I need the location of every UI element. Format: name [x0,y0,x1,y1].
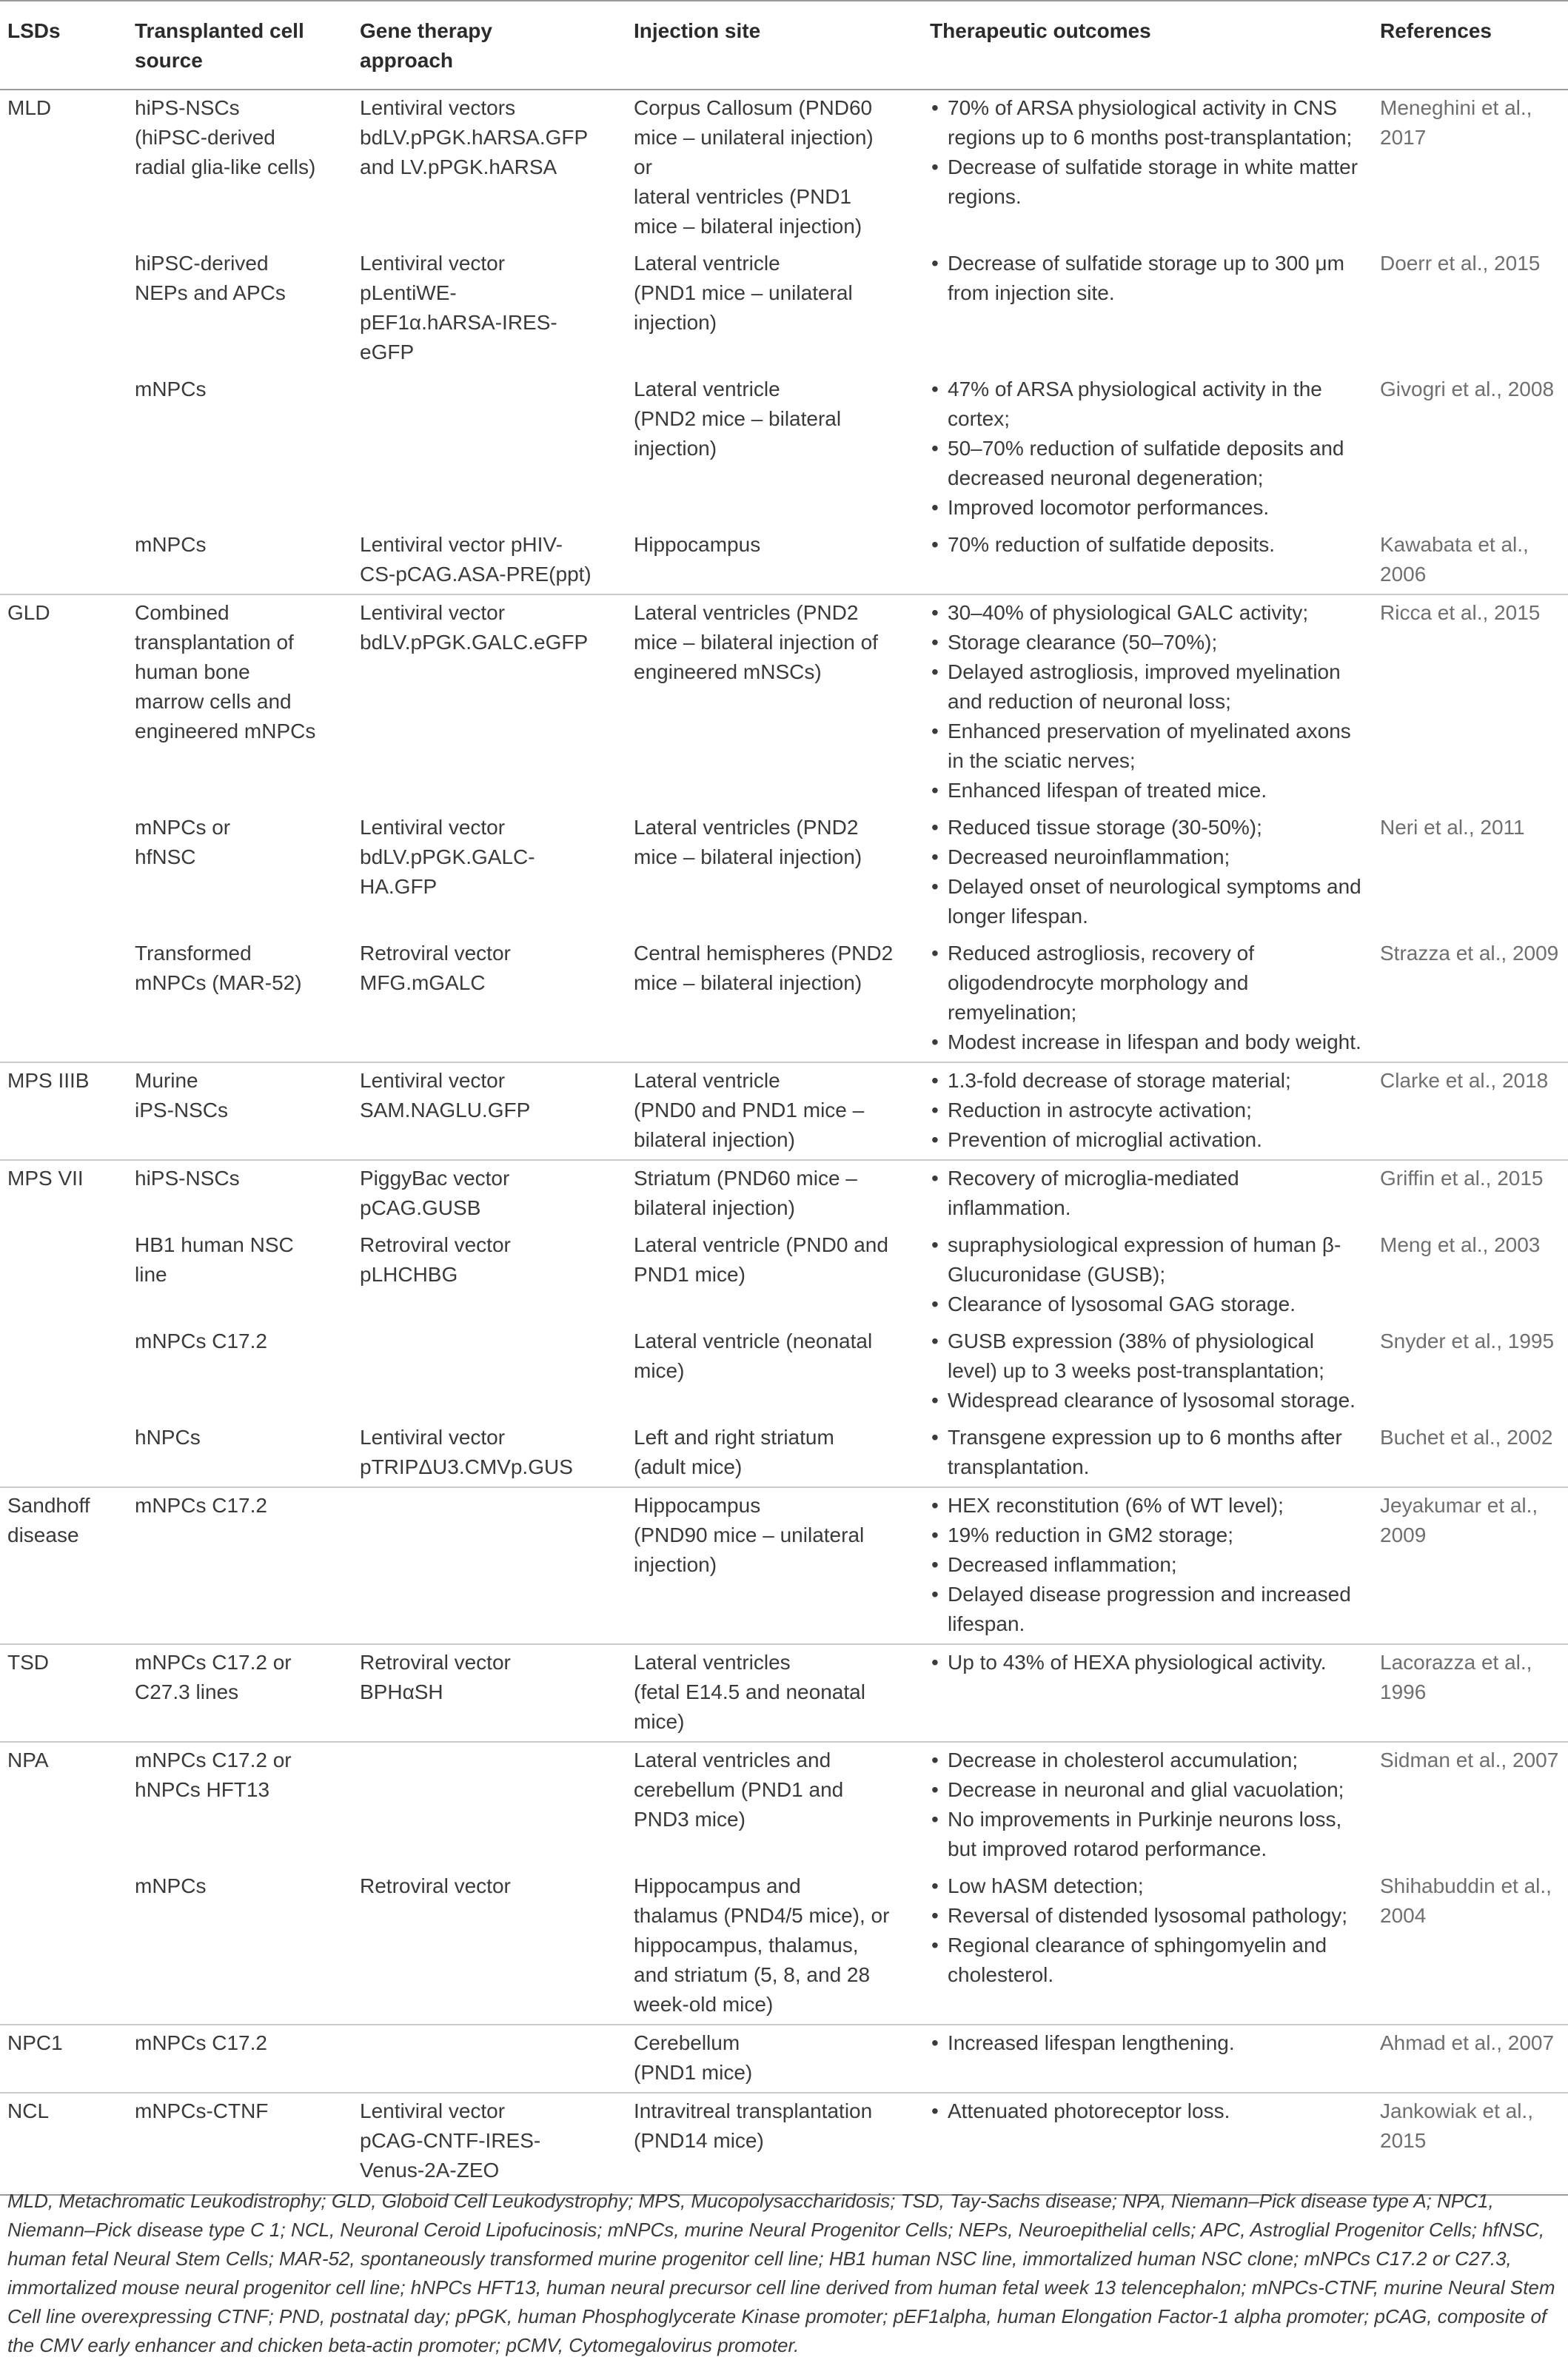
cell-injection-site: Cerebellum (PND1 mice) [626,2025,922,2093]
cell-source: mNPCs C17.2 or C27.3 lines [127,1644,352,1742]
cell-injection-site: Hippocampus (PND90 mice – unilateral injection) [626,1487,922,1644]
cell-source: hiPS-NSCs [127,1160,352,1227]
cell-lsd: MLD [7,96,52,119]
outcome-item: • Reversal of distended lysosomal pathology; [930,1901,1367,1931]
cell-source: mNPCs [135,378,207,400]
cell-gene-therapy: Lentiviral vector SAM.NAGLU.GFP [352,1062,626,1160]
outcomes-list [930,598,1367,805]
outcome-item: • Low hASM detection; [930,1871,1367,1901]
header-injection-site: Injection site [626,1,922,90]
cell-source: mNPCs C17.2 [135,1330,267,1352]
cell-gene-therapy: Retroviral vector [360,1874,511,1897]
cell-injection-site: Lateral ventricles (fetal E14.5 and neonatal mice) [626,1644,922,1742]
cell-reference: Snyder et al., 1995 [1380,1330,1555,1352]
cell-gene-therapy [352,372,626,527]
cell-injection-site: Lateral ventricle (PND2 mice – bilateral injection) [634,378,842,460]
cell-outcomes [922,527,1373,594]
outcome-item: • Delayed disease progression and increased lifespan. [930,1580,1367,1639]
table-row [0,810,1568,936]
outcome-item: • Decrease in cholesterol accumulation; [930,1746,1367,1775]
cell-reference: Clarke et al., 2018 [1373,1062,1568,1160]
outcome-item: • Enhanced lifespan of treated mice. [930,776,1367,805]
outcome-item: • 50–70% reduction of sulfatide deposits and decreased neuronal degeneration; [930,434,1367,493]
cell-gene-therapy [352,2025,626,2093]
cell-reference: Lacorazza et al., 1996 [1373,1644,1568,1742]
outcome-item: • 70% reduction of sulfatide deposits. [930,530,1367,560]
cell-lsd [0,1420,127,1487]
cell-outcomes [922,246,1373,372]
table-row [0,246,1568,372]
cell-lsd: TSD [0,1644,127,1742]
cell-reference: Ahmad et al., 2007 [1373,2025,1568,2093]
outcomes-list [930,93,1367,212]
outcome-item: • Reduced astrogliosis, recovery of oligodendrocyte morphology and remyelination; [930,939,1367,1028]
outcomes-list [930,1491,1367,1639]
cell-injection-site: Striatum (PND60 mice – bilateral injection) [626,1160,922,1227]
cell-injection-site: Lateral ventricles and cerebellum (PND1 and PND3 mice) [626,1742,922,1868]
cell-injection-site: Corpus Callosum (PND60 mice – unilateral injection) or lateral ventricles (PND1 mice – bilateral injection) [634,96,874,238]
cell-injection-site: Lateral ventricles (PND2 mice – bilateral injection of engineered mNSCs) [626,594,922,810]
cell-injection-site: Lateral ventricles (PND2 mice – bilateral injection) [634,816,862,868]
outcome-item: • Decrease in neuronal and glial vacuolation; [930,1775,1367,1805]
cell-injection-site: Lateral ventricle (PND1 mice – unilateral injection) [634,252,853,334]
cell-lsd [0,1227,127,1324]
cell-reference: Jeyakumar et al., 2009 [1373,1487,1568,1644]
cell-outcomes [922,2093,1373,2195]
outcome-item: • Regional clearance of sphingomyelin and cholesterol. [930,1931,1367,1990]
cell-gene-therapy: Lentiviral vectors bdLV.pPGK.hARSA.GFP and LV.pPGK.hARSA [360,96,589,178]
outcomes-list [930,1327,1367,1415]
outcome-item: • Transgene expression up to 6 months after transplantation. [930,1423,1367,1482]
cell-source: mNPCs [135,1874,207,1897]
outcomes-list [930,2096,1367,2126]
outcome-item: • supraphysiological expression of human β-Glucuronidase (GUSB); [930,1230,1367,1290]
cell-reference: Strazza et al., 2009 [1380,942,1559,965]
outcome-item: • 47% of ARSA physiological activity in the cortex; [930,375,1367,434]
outcome-item: • No improvements in Purkinje neurons loss, but improved rotarod performance. [930,1805,1367,1864]
outcome-item: • Reduction in astrocyte activation; [930,1096,1367,1125]
outcome-item: • Modest increase in lifespan and body weight. [930,1028,1367,1057]
cell-lsd: GLD [0,594,127,810]
header-row [0,1,1568,90]
table-row [0,1742,1568,1868]
outcome-item: • Delayed astrogliosis, improved myelination and reduction of neuronal loss; [930,657,1367,717]
cell-gene-therapy: PiggyBac vector pCAG.GUSB [352,1160,626,1227]
cell-gene-therapy: Retroviral vector pLHCHBG [360,1233,511,1286]
cell-reference: Sidman et al., 2007 [1373,1742,1568,1868]
table-row [0,527,1568,594]
outcome-item: • Delayed onset of neurological symptoms and longer lifespan. [930,872,1367,931]
cell-source: mNPCs or hfNSC [135,816,231,868]
cell-outcomes [922,1227,1373,1324]
cell-lsd [0,810,127,936]
cell-reference: Jankowiak et al., 2015 [1373,2093,1568,2195]
cell-outcomes [922,594,1373,810]
cell-outcomes [922,372,1373,527]
outcomes-list [930,939,1367,1057]
cell-source: mNPCs-CTNF [127,2093,352,2195]
cell-outcomes [922,1160,1373,1227]
table-footnote: MLD, Metachromatic Leukodistrophy; GLD, Globoid Cell Leukodystrophy; MPS, Mucopolysaccharidosis; TSD, Tay-Sachs disease; NPA, Niemann–Pick disease type A; NPC1, Niemann–Pick disease type C 1; NCL, Neuronal Ceroid Lipofucinosis; mNPCs, murine Neural Progenitor Cells; NEPs, Neuroepithelial cells; APC, Astroglial Progenitor Cells; hfNSC, human fetal Neural Stem Cells; MAR-52, spontaneously transformed murine progenitor cell line; HB1 human NSC line, immortalized human NSC clone; mNPCs C17.2 or C27.3, immortalized mouse neural progenitor cell line; hNPCs HFT13, human neural precursor cell line derived from human fetal week 13 telencephalon; mNPCs-CTNF, murine Neural Stem Cell line overexpressing CTNF; PND, postnatal day; pPGK, human Phosphoglycerate Kinase promoter; pEF1alpha, human Elongation Factor-1 alpha promoter; pCAG, composite of the CMV early enhancer and chicken beta-actin promoter; pCMV, Cytomegalovirus promoter. [7,2190,1555,2356]
cell-lsd [0,1868,127,2025]
cell-outcomes [922,2025,1373,2093]
cell-source: mNPCs C17.2 or hNPCs HFT13 [127,1742,352,1868]
cell-injection-site: Lateral ventricle (PND0 and PND1 mice – bilateral injection) [626,1062,922,1160]
cell-source: mNPCs [135,533,207,556]
cell-lsd: NPC1 [0,2025,127,2093]
table-row [0,2093,1568,2195]
table-header [0,1,1568,90]
cell-outcomes [922,936,1373,1062]
outcomes-list [930,813,1367,931]
outcome-item: • Storage clearance (50–70%); [930,628,1367,657]
cell-source: hiPS-NSCs (hiPSC-derived radial glia-like cells) [135,96,316,178]
outcome-item: • Clearance of lysosomal GAG storage. [930,1290,1367,1319]
outcomes-list [930,1648,1367,1677]
cell-reference: Meng et al., 2003 [1380,1233,1541,1256]
table-row [0,1160,1568,1227]
cell-lsd: NPA [0,1742,127,1868]
outcome-item: • Widespread clearance of lysosomal storage. [930,1386,1367,1415]
outcome-item: • Reduced tissue storage (30-50%); [930,813,1367,842]
header-lsds: LSDs [0,1,127,90]
table-row [0,2025,1568,2093]
cell-source: Combined transplantation of human bone marrow cells and engineered mNPCs [127,594,352,810]
cell-injection-site: Central hemispheres (PND2 mice – bilateral injection) [634,942,894,994]
cell-outcomes [922,1487,1373,1644]
table-row [0,1062,1568,1160]
cell-injection-site: Hippocampus [634,533,761,556]
outcome-item: • Recovery of microglia-mediated inflammation. [930,1164,1367,1223]
outcomes-list [930,1164,1367,1223]
cell-outcomes [922,1644,1373,1742]
cell-source: mNPCs C17.2 [127,1487,352,1644]
cell-reference: Shihabuddin et al., 2004 [1380,1874,1552,1927]
cell-source: hNPCs [135,1426,201,1449]
table-row [0,936,1568,1062]
cell-source: Transformed mNPCs (MAR-52) [135,942,302,994]
table-row [0,90,1568,246]
cell-source: HB1 human NSC line [135,1233,294,1286]
outcome-item: • Prevention of microglial activation. [930,1125,1367,1155]
cell-injection-site: Lateral ventricle (neonatal mice) [634,1330,873,1382]
cell-outcomes [922,90,1373,246]
outcome-item: • Enhanced preservation of myelinated axons in the sciatic nerves; [930,717,1367,776]
cell-outcomes [922,1868,1373,2025]
cell-gene-therapy: Lentiviral vector bdLV.pPGK.GALC.eGFP [352,594,626,810]
table-row [0,1487,1568,1644]
header-gene-therapy: Gene therapy approach [352,1,626,90]
table-row [0,1227,1568,1324]
outcome-item: • Up to 43% of HEXA physiological activity. [930,1648,1367,1677]
cell-lsd [0,246,127,372]
cell-injection-site: Lateral ventricle (PND0 and PND1 mice) [634,1233,888,1286]
outcomes-list [930,530,1367,560]
outcome-item: • Decreased neuroinflammation; [930,842,1367,872]
cell-reference: Kawabata et al., 2006 [1380,533,1529,586]
cell-outcomes [922,1324,1373,1420]
header-cell-source: Transplanted cell source [127,1,352,90]
cell-lsd [0,936,127,1062]
cell-source: Murine iPS-NSCs [127,1062,352,1160]
outcome-item: • GUSB expression (38% of physiological level) up to 3 weeks post-transplantation; [930,1327,1367,1386]
outcome-item: • Attenuated photoreceptor loss. [930,2096,1367,2126]
cell-reference: Ricca et al., 2015 [1373,594,1568,810]
cell-source: mNPCs C17.2 [127,2025,352,2093]
table-row [0,1868,1568,2025]
table-row [0,372,1568,527]
cell-injection-site: Hippocampus and thalamus (PND4/5 mice), or hippocampus, thalamus, and striatum (5, 8, and 28 week-old mice) [634,1874,890,2016]
cell-reference: Buchet et al., 2002 [1380,1426,1553,1449]
outcomes-list [930,375,1367,523]
table-row [0,1644,1568,1742]
cell-gene-therapy: Retroviral vector MFG.mGALC [360,942,511,994]
cell-gene-therapy [352,1742,626,1868]
cell-reference: Doerr et al., 2015 [1380,252,1541,275]
cell-source: hiPSC-derived NEPs and APCs [135,252,286,304]
cell-lsd [0,527,127,594]
outcomes-list [930,1871,1367,1990]
outcome-item: • 70% of ARSA physiological activity in CNS regions up to 6 months post-transplantation; [930,93,1367,152]
cell-outcomes [922,810,1373,936]
outcomes-list [930,1746,1367,1864]
outcome-item: • Improved locomotor performances. [930,493,1367,523]
cell-gene-therapy: Lentiviral vector pHIV- CS-pCAG.ASA-PRE(ppt) [360,533,592,586]
header-outcomes: Therapeutic outcomes [922,1,1373,90]
cell-outcomes [922,1420,1373,1487]
table-row [0,1420,1568,1487]
table-row [0,1324,1568,1420]
outcome-item: • Increased lifespan lengthening. [930,2028,1367,2058]
table-row [0,594,1568,810]
outcome-item: • Decreased inflammation; [930,1550,1367,1580]
cell-gene-therapy: Lentiviral vector pCAG-CNTF-IRES- Venus-2A-ZEO [352,2093,626,2195]
outcome-item: • Decrease of sulfatide storage up to 300 μm from injection site. [930,249,1367,308]
cell-lsd: NCL [0,2093,127,2195]
cell-reference: Givogri et al., 2008 [1380,378,1555,400]
cell-lsd [0,372,127,527]
cell-lsd: Sandhoff disease [0,1487,127,1644]
cell-lsd [0,1324,127,1420]
cell-reference: Meneghini et al., 2017 [1380,96,1532,149]
cell-outcomes [922,1062,1373,1160]
outcomes-list [930,1066,1367,1155]
outcomes-list [930,2028,1367,2058]
cell-lsd: MPS VII [0,1160,127,1227]
table-body [0,90,1568,2195]
cell-outcomes [922,1742,1373,1868]
cell-gene-therapy [352,1324,626,1420]
outcome-item: • 1.3-fold decrease of storage material; [930,1066,1367,1096]
outcomes-list [930,249,1367,308]
outcomes-list [930,1423,1367,1482]
outcome-item: • Decrease of sulfatide storage in white matter regions. [930,152,1367,212]
outcome-item: • HEX reconstitution (6% of WT level); [930,1491,1367,1521]
cell-gene-therapy: Retroviral vector BPHαSH [352,1644,626,1742]
cell-gene-therapy: Lentiviral vector bdLV.pPGK.GALC- HA.GFP [360,816,535,898]
outcome-item: • 19% reduction in GM2 storage; [930,1521,1367,1550]
cell-injection-site: Intravitreal transplantation (PND14 mice) [626,2093,922,2195]
cell-reference: Neri et al., 2011 [1380,816,1525,839]
cell-gene-therapy [352,1487,626,1644]
cell-reference: Griffin et al., 2015 [1373,1160,1568,1227]
cell-lsd: MPS IIIB [0,1062,127,1160]
cell-gene-therapy: Lentiviral vector pTRIPΔU3.CMVp.GUS [360,1426,573,1478]
cell-gene-therapy: Lentiviral vector pLentiWE- pEF1α.hARSA-IRES- eGFP [360,252,557,363]
header-references: References [1373,1,1568,90]
outcome-item: • 30–40% of physiological GALC activity; [930,598,1367,628]
cell-injection-site: Left and right striatum (adult mice) [634,1426,834,1478]
outcomes-list [930,1230,1367,1319]
